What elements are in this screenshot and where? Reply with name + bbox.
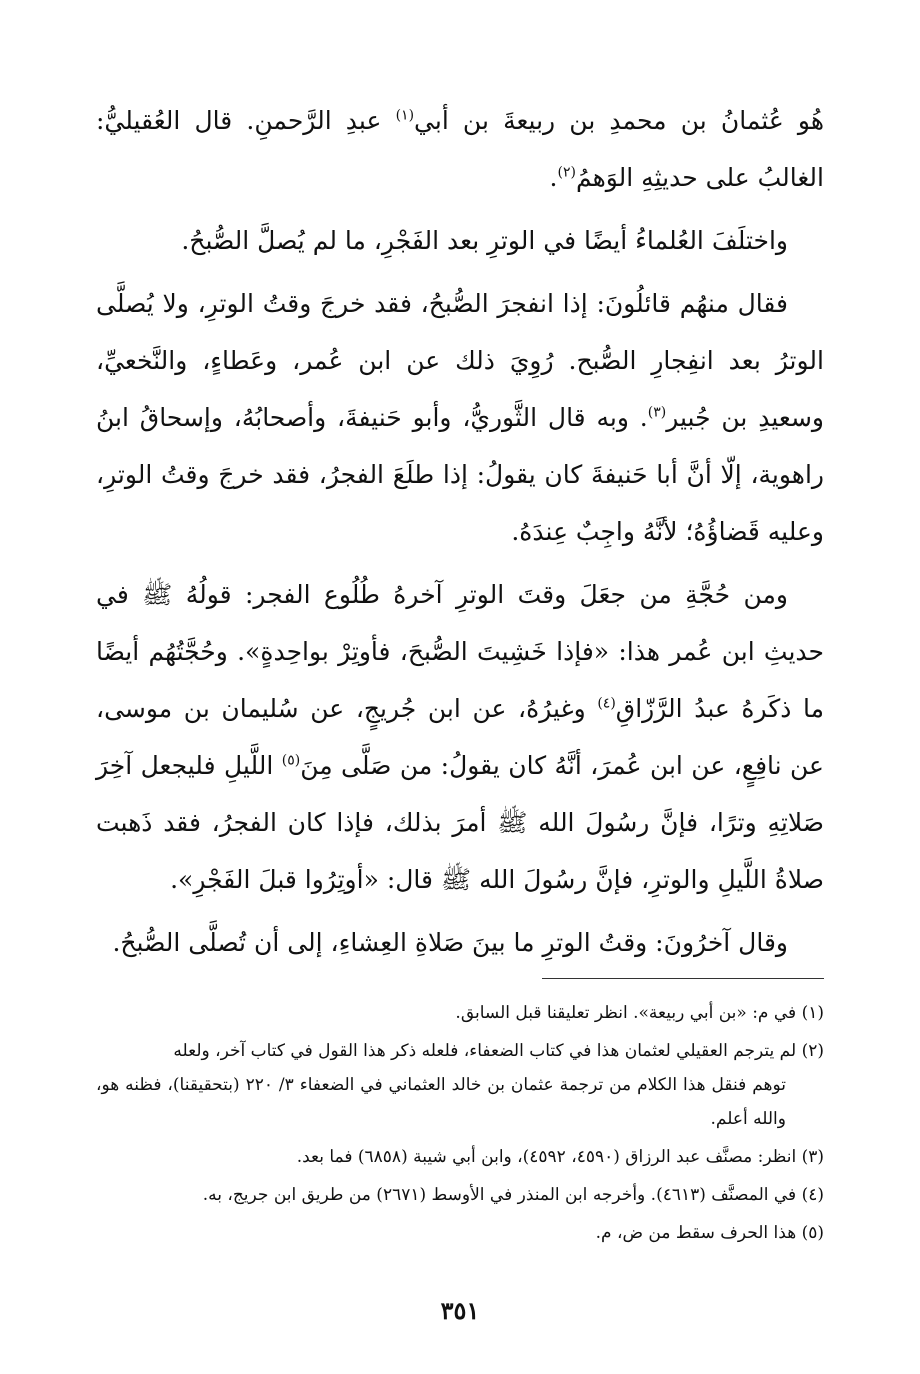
footnote-text-continuation: توهم فنقل هذا الكلام من ترجمة عثمان بن خالد العثماني في الضعفاء ٣/ ٢٢٠ (بتحقيقنا)، فظنه هو، والله أعلم. xyxy=(96,1075,786,1129)
page-number: ٣٥١ xyxy=(440,1296,480,1325)
footnote-ref-4[interactable]: (٤) xyxy=(597,695,616,712)
footnote-ref-3[interactable]: (٣) xyxy=(647,404,667,421)
paragraph-5: وقال آخرُونَ: وقتُ الوترِ ما بينَ صَلاةِ العِشاءِ، إلى أن تُصلَّى الصُّبحُ. xyxy=(112,928,788,957)
footnote-1 xyxy=(96,996,824,1030)
footnote-ref-5[interactable]: (٥) xyxy=(281,752,301,769)
footnotes xyxy=(96,996,824,1254)
footnote-separator xyxy=(542,978,824,979)
footnote-text: هذا الحرف سقط من ض، م. xyxy=(595,1223,797,1243)
footnote-number: (٥) xyxy=(801,1223,824,1243)
paragraph-4-text-a: ومن حُجَّةِ من جعَلَ وقتَ الوترِ آخرهُ طُلُوع الفجر: قولُهُ ﷺ في حديثِ ابن عُمر هذا: «فإذا خَشِيتَ الصُّبحَ، فأوتِرْ بواحِدةٍ». وحُجَّتُهُم أيضًا ما ذكَرهُ عبدُ الرَّزّاقِ xyxy=(96,580,824,723)
footnote-ref-1[interactable]: (١) xyxy=(395,107,415,124)
paragraph-3-text-a: فقال منهُم قائلُونَ: إذا انفجرَ الصُّبحُ، فقد خرجَ وقتُ الوترِ، ولا يُصلَّى الوترُ بعد انفِجارِ الصُّبح. رُوِيَ ذلك عن ابن عُمر، وعَطاءٍ، والنَّخعيِّ، وسعيدِ بن جُبير xyxy=(96,289,824,432)
paragraph-1-text-c: . xyxy=(549,163,558,192)
paragraph-2: واختلَفَ العُلماءُ أيضًا في الوترِ بعد الفَجْرِ، ما لم يُصلَّ الصُّبحُ. xyxy=(181,226,788,255)
paragraph-4-text-c: اللَّيلِ فليجعل آخِرَ صَلاتِهِ وترًا، فإنَّ رسُولَ الله ﷺ أمرَ بذلك، فإذا كان الفجرُ، فقد ذَهبت صلاةُ اللَّيلِ والوترِ، فإنَّ رسُولَ الله ﷺ قال: «أوتِرُوا قبلَ الفَجْرِ». xyxy=(96,751,824,894)
paragraph-4 xyxy=(96,566,824,908)
footnote-3 xyxy=(96,1140,824,1174)
paragraph-3 xyxy=(96,275,824,560)
footnote-text: في م: «بن أبي ربيعة». انظر تعليقنا قبل السابق. xyxy=(455,1003,797,1023)
footnote-5 xyxy=(96,1216,824,1250)
paragraph-1-text-b: عبدِ الرَّحمنِ. قال العُقيليُّ: الغالبُ على حديثِهِ الوَهمُ xyxy=(96,106,824,192)
paragraph-1-text-a: هُو عُثمانُ بن محمدِ بن ربيعةَ بن أبي xyxy=(414,106,824,135)
main-text xyxy=(96,92,824,977)
paragraph-3-text-b: . وبه قال الثَّوريُّ، وأبو حَنيفةَ، وأصحابُهُ، وإسحاقُ ابنُ راهوية، إلّا أنَّ أبا حَنيفةَ كان يقولُ: إذا طلَعَ الفجرُ، فقد خرجَ وقتُ الوترِ، وعليه قَضاؤُهُ؛ لأنَّهُ واجِبٌ عِندَهُ. xyxy=(96,403,824,546)
footnote-number: (٤) xyxy=(801,1185,824,1205)
footnote-4 xyxy=(96,1178,824,1212)
footnote-text: في المصنَّف (٤٦١٣). وأخرجه ابن المنذر في الأوسط (٢٦٧١) من طريق ابن جريج، به. xyxy=(202,1185,797,1205)
footnote-number: (٣) xyxy=(801,1147,824,1167)
paragraph-4-text-b: وغيرُهُ، عن ابن جُريجٍ، عن سُليمان بن موسى، عن نافِعٍ، عن ابن عُمرَ، أنَّهُ كان يقولُ: من صَلَّى مِنَ xyxy=(96,694,824,780)
paragraph-1 xyxy=(96,92,824,206)
footnote-text: لم يترجم العقيلي لعثمان هذا في كتاب الضعفاء، فلعله ذكر هذا القول في كتاب آخر، ولعله xyxy=(173,1041,797,1061)
footnote-number: (٢) xyxy=(801,1041,824,1061)
footnote-2 xyxy=(96,1034,824,1136)
footnote-ref-2[interactable]: (٢) xyxy=(557,164,576,181)
footnote-text: انظر: مصنَّف عبد الرزاق (٤٥٩٠، ٤٥٩٢)، وابن أبي شيبة (٦٨٥٨) فما بعد. xyxy=(296,1147,797,1167)
footnote-number: (١) xyxy=(801,1003,824,1023)
